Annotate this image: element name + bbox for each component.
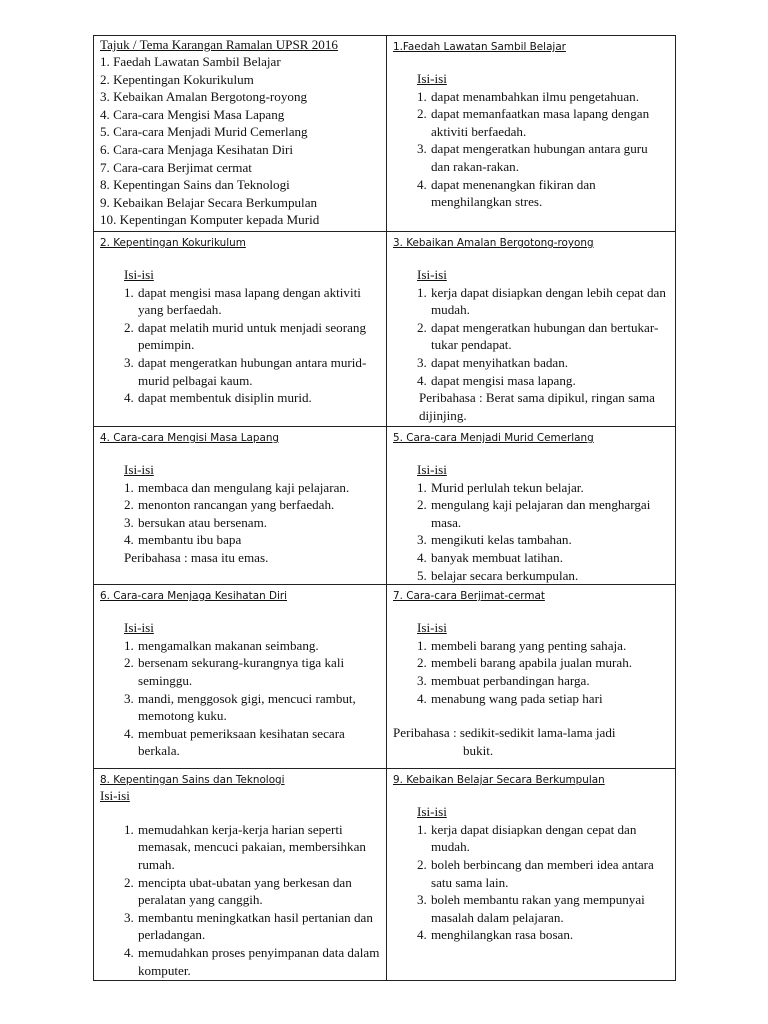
list-item: 2. boleh berbincang dan memberi idea antara satu sama lain. [417, 856, 654, 890]
section-heading: 2. Kepentingan Kokurikulum [100, 237, 246, 249]
points-list [100, 821, 380, 979]
section-heading: 3. Kebaikan Amalan Bergotong-royong [393, 237, 594, 249]
section-heading: 6. Cara-cara Menjaga Kesihatan Diri [100, 590, 288, 603]
points-list [100, 284, 380, 407]
list-item: 4. memudahkan proses penyimpanan data dalam komputer. [124, 944, 380, 978]
list-item: 2. bersenam sekurang-kurangnya tiga kali seminggu. [124, 655, 345, 688]
points-list [393, 284, 669, 390]
list-item: 3. bersukan atau bersenam. [124, 514, 268, 530]
section-heading: 9. Kebaikan Belajar Secara Berkumpulan [393, 774, 605, 787]
toc-item: 4. Cara-cara Mengisi Masa Lapang [100, 106, 285, 122]
isi-label: Isi-isi [417, 804, 447, 820]
section-heading: 4. Cara-cara Mengisi Masa Lapang [100, 432, 279, 444]
section-1-cell [387, 36, 676, 232]
list-item: 4. membuat pemeriksaan kesihatan secara berkala. [124, 725, 345, 759]
section-4-cell [94, 427, 387, 585]
section-2-cell [94, 232, 387, 427]
section-6-cell [94, 585, 387, 769]
toc-list [100, 53, 380, 229]
peribahasa: Peribahasa : sedikit-sedikit lama-lama jadi [393, 725, 616, 741]
section-heading: 8. Kepentingan Sains dan Teknologi [100, 774, 285, 787]
toc-item: 9. Kebaikan Belajar Secara Berkumpulan [100, 194, 318, 210]
list-item: 1. dapat mengisi masa lapang dengan aktiviti yang berfaedah. [124, 284, 361, 318]
list-item: 3. dapat menyihatkan badan. [417, 354, 569, 370]
list-item: 2. mengulang kaji pelajaran dan menghargai masa. [417, 497, 651, 530]
list-item: 4. dapat membentuk disiplin murid. [124, 390, 312, 406]
list-item: 4. menabung wang pada setiap hari [417, 690, 603, 706]
list-item: 4. membantu ibu bapa [124, 532, 242, 548]
section-7-cell [387, 585, 676, 769]
list-item: 2. dapat memanfaatkan masa lapang dengan aktiviti berfaedah. [417, 106, 650, 139]
list-item: 3. dapat mengeratkan hubungan antara guru dan rakan-rakan. [417, 141, 648, 174]
list-item: 1. kerja dapat disiapkan dengan lebih cepat dan mudah. [417, 284, 666, 318]
points-list [100, 637, 380, 760]
list-item: 4. dapat mengisi masa lapang. [417, 372, 576, 388]
toc-item: 5. Cara-cara Menjadi Murid Cemerlang [100, 124, 308, 140]
isi-label: Isi-isi [417, 620, 447, 636]
list-item: 4. banyak membuat latihan. [417, 549, 563, 565]
list-item: 5. belajar secara berkumpulan. [417, 567, 579, 583]
list-item: 2. dapat mengeratkan hubungan dan bertukar-tukar pendapat. [417, 319, 659, 353]
list-item: 1. kerja dapat disiapkan dengan cepat dan mudah. [417, 821, 637, 855]
list-item: 3. mandi, menggosok gigi, mencuci rambut, memotong kuku. [124, 690, 356, 724]
section-5-cell [387, 427, 676, 585]
list-item: 2. dapat melatih murid untuk menjadi seorang pemimpin. [124, 319, 366, 353]
list-item: 3. membuat perbandingan harga. [417, 672, 590, 688]
peribahasa: Peribahasa : Berat sama dipikul, ringan sama dijinjing. [419, 390, 655, 423]
section-9-cell [387, 769, 676, 981]
list-item: 3. boleh membantu rakan yang mempunyai masalah dalam pelajaran. [417, 892, 645, 925]
toc-item: 3. Kebaikan Amalan Bergotong-royong [100, 89, 308, 105]
peribahasa-continued: bukit. [463, 742, 494, 758]
points-list [393, 821, 669, 944]
toc-item: 1. Faedah Lawatan Sambil Belajar [100, 54, 281, 69]
toc-cell [94, 36, 387, 232]
peribahasa: Peribahasa : masa itu emas. [124, 549, 269, 565]
section-heading: 5. Cara-cara Menjadi Murid Cemerlang [393, 432, 594, 444]
list-item: 3. dapat mengeratkan hubungan antara murid-murid pelbagai kaum. [124, 354, 367, 388]
toc-item: 2. Kepentingan Kokurikulum [100, 71, 254, 87]
points-list [393, 637, 669, 707]
list-item: 2. mencipta ubat-ubatan yang berkesan dan peralatan yang canggih. [124, 874, 352, 908]
list-item: 1. dapat menambahkan ilmu pengetahuan. [417, 88, 639, 104]
isi-label: Isi-isi [124, 267, 154, 282]
isi-label: Isi-isi [100, 788, 130, 804]
list-item: 1. mengamalkan makanan seimbang. [124, 637, 319, 653]
toc-item: 10. Kepentingan Komputer kepada Murid [100, 212, 320, 228]
list-item: 4. dapat menenangkan fikiran dan menghilangkan stres. [417, 176, 596, 210]
isi-label: Isi-isi [417, 267, 447, 282]
list-item: 3. mengikuti kelas tambahan. [417, 532, 572, 548]
isi-label: Isi-isi [124, 462, 154, 477]
section-3-cell [387, 232, 676, 427]
toc-title: Tajuk / Tema Karangan Ramalan UPSR 2016 [100, 37, 338, 52]
isi-label: Isi-isi [417, 71, 447, 86]
isi-label: Isi-isi [124, 620, 154, 636]
section-8-cell [94, 769, 387, 981]
points-list [100, 479, 380, 549]
toc-item: 6. Cara-cara Menjaga Kesihatan Diri [100, 141, 294, 157]
section-heading: 7. Cara-cara Berjimat-cermat [393, 590, 545, 603]
toc-item: 8. Kepentingan Sains dan Teknologi [100, 177, 290, 193]
isi-label: Isi-isi [417, 462, 447, 477]
list-item: 2. menonton rancangan yang berfaedah. [124, 497, 335, 513]
list-item: 4. menghilangkan rasa bosan. [417, 927, 574, 943]
list-item: 2. membeli barang apabila jualan murah. [417, 655, 633, 671]
list-item: 1. membeli barang yang penting sahaja. [417, 637, 627, 653]
list-item: 1. membaca dan mengulang kaji pelajaran. [124, 479, 350, 495]
list-item: 1. memudahkan kerja-kerja harian seperti memasak, mencuci pakaian, membersihkan rumah. [124, 821, 366, 872]
list-item: 1. Murid perlulah tekun belajar. [417, 479, 584, 495]
essay-topics-table [93, 35, 676, 981]
toc-item: 7. Cara-cara Berjimat cermat [100, 159, 252, 175]
points-list [393, 479, 669, 585]
section-heading: 1.Faedah Lawatan Sambil Belajar [393, 41, 566, 53]
points-list [393, 88, 669, 211]
list-item: 3. membantu meningkatkan hasil pertanian dan perladangan. [124, 909, 373, 943]
